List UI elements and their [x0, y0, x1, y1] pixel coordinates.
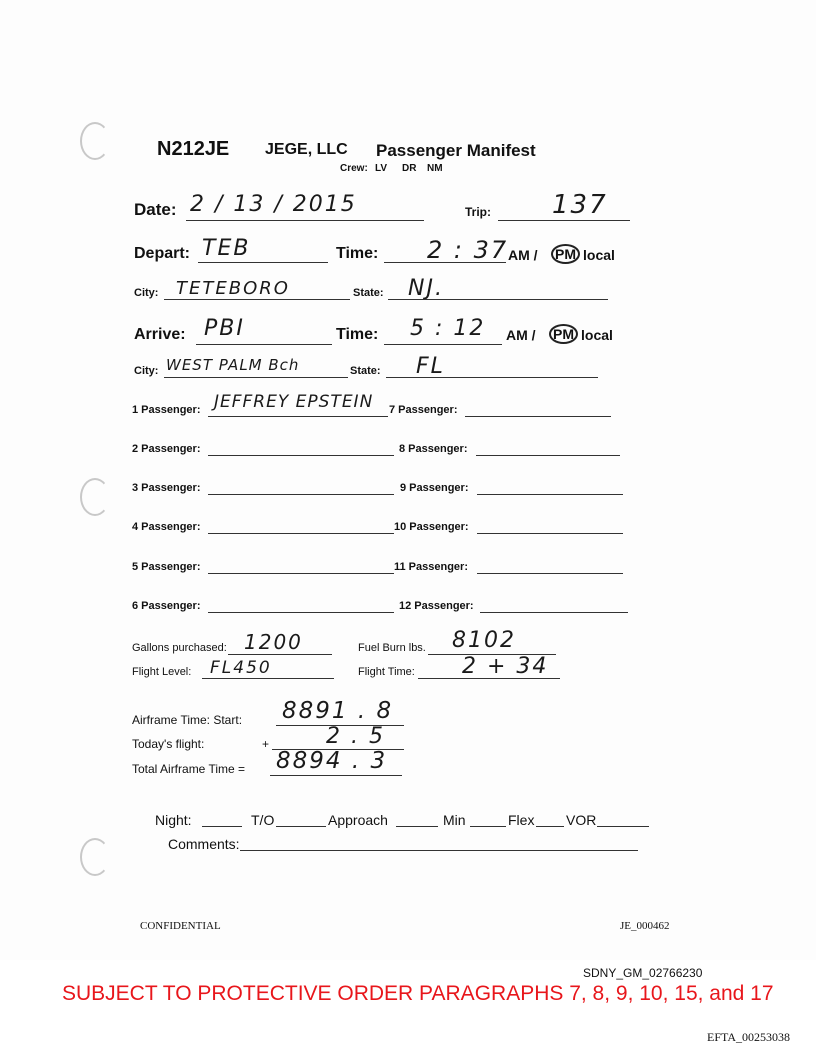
- bates-number: JE_000462: [620, 920, 670, 932]
- binder-hole-icon: [80, 478, 110, 516]
- gallons-label: Gallons purchased:: [132, 642, 227, 654]
- total-airframe-line: [270, 775, 402, 776]
- min-label: Min: [443, 812, 466, 828]
- flight-time-line: [418, 678, 560, 679]
- tail-number: N212JE: [157, 138, 230, 160]
- company-name: JEGE, LLC: [265, 141, 348, 158]
- approach-line: [396, 826, 438, 827]
- depart-time-label: Time:: [336, 245, 379, 262]
- flight-time-value: 2 + 34: [462, 654, 549, 679]
- passenger-label: 5 Passenger:: [132, 561, 201, 573]
- flight-time-label: Flight Time:: [358, 666, 415, 678]
- total-airframe-label: Total Airframe Time =: [132, 762, 246, 776]
- city-line: [164, 299, 350, 300]
- passenger-1-name: JEFFREY EPSTEIN: [214, 392, 374, 412]
- pm-circled: PM: [551, 244, 580, 264]
- local-label: local: [581, 327, 613, 343]
- crew-initial: LV: [375, 163, 388, 174]
- todays-flight-value: 2 . 5: [326, 724, 385, 749]
- passenger-label: 3 Passenger:: [132, 482, 201, 494]
- confidential-label: CONFIDENTIAL: [140, 920, 221, 932]
- passenger-label: 2 Passenger:: [132, 443, 201, 455]
- fuel-burn-value: 8102: [452, 628, 516, 653]
- pm-circled: PM: [549, 324, 578, 344]
- min-line: [470, 826, 506, 827]
- am-label: AM /: [508, 247, 538, 263]
- passenger-label: 12 Passenger:: [399, 600, 474, 612]
- passenger-label: 10 Passenger:: [394, 521, 469, 533]
- state-line: [386, 377, 598, 378]
- passenger-line: [477, 573, 623, 574]
- arrive-state: FL: [416, 354, 445, 379]
- todays-flight-label: Today's flight:: [132, 737, 205, 751]
- passenger-line: [208, 494, 394, 495]
- passenger-label: 9 Passenger:: [400, 482, 469, 494]
- am-label: AM /: [506, 327, 536, 343]
- state-line: [388, 299, 608, 300]
- depart-label: Depart:: [134, 245, 191, 262]
- arrive-line: [196, 344, 332, 345]
- passenger-line: [477, 533, 623, 534]
- total-airframe-value: 8894 . 3: [276, 748, 388, 774]
- flight-level-line: [202, 678, 334, 679]
- passenger-label: 7 Passenger:: [389, 404, 458, 416]
- efta-number: EFTA_00253038: [707, 1030, 791, 1044]
- depart-value: TEB: [202, 236, 251, 261]
- trip-value: 137: [552, 190, 608, 220]
- night-label: Night:: [155, 812, 192, 828]
- trip-label: Trip:: [465, 205, 491, 219]
- flight-level-label: Flight Level:: [132, 666, 192, 678]
- arrive-label: Arrive:: [134, 326, 186, 343]
- protective-order-notice: SUBJECT TO PROTECTIVE ORDER PARAGRAPHS 7, 8, 9, 10, 15, and 17: [62, 982, 774, 1005]
- local-label: local: [583, 247, 615, 263]
- airframe-start-label: Airframe Time: Start:: [132, 713, 243, 727]
- vor-label: VOR: [566, 812, 597, 828]
- flex-label: Flex: [508, 812, 535, 828]
- passenger-line: [208, 416, 388, 417]
- arrive-time: 5 : 12: [410, 316, 486, 341]
- date-label: Date:: [134, 200, 177, 219]
- arrive-value: PBI: [204, 316, 245, 341]
- approach-label: Approach: [328, 812, 388, 828]
- depart-time-line: [384, 262, 506, 263]
- depart-time: 2 : 37: [427, 236, 509, 264]
- date-line: [186, 220, 424, 221]
- airframe-start-value: 8891 . 8: [282, 698, 394, 724]
- crew-initial: DR: [402, 163, 417, 174]
- gallons-line: [228, 654, 332, 655]
- passenger-line: [208, 573, 394, 574]
- date-value: 2 / 13 / 2015: [190, 192, 357, 217]
- arrive-city: WEST PALM Bch: [166, 356, 300, 374]
- to-line: [276, 826, 326, 827]
- to-label: T/O: [251, 812, 275, 828]
- city-line: [164, 377, 348, 378]
- passenger-line: [208, 455, 394, 456]
- night-line: [202, 826, 242, 827]
- page-title: Passenger Manifest: [376, 141, 536, 160]
- passenger-label: 6 Passenger:: [132, 600, 201, 612]
- comments-label: Comments:: [168, 836, 240, 852]
- binder-hole-icon: [80, 838, 110, 876]
- plus-sign: +: [262, 737, 270, 751]
- arrive-time-line: [384, 344, 502, 345]
- passenger-label: 1 Passenger:: [132, 404, 201, 416]
- arrive-time-label: Time:: [336, 326, 379, 343]
- passenger-label: 8 Passenger:: [399, 443, 468, 455]
- passenger-line: [476, 455, 620, 456]
- comments-line: [240, 850, 638, 851]
- state-label: State:: [350, 365, 381, 377]
- passenger-line: [208, 612, 394, 613]
- state-label: State:: [353, 287, 384, 299]
- depart-line: [198, 262, 328, 263]
- passenger-label: 11 Passenger:: [394, 561, 468, 573]
- fuel-burn-label: Fuel Burn lbs.: [358, 642, 426, 654]
- passenger-line: [208, 533, 394, 534]
- sdny-number: SDNY_GM_02766230: [583, 966, 703, 980]
- crew-label: Crew:: [340, 163, 368, 174]
- flex-line: [536, 826, 564, 827]
- trip-line: [498, 220, 630, 221]
- crew-initial: NM: [427, 163, 443, 174]
- passenger-line: [477, 494, 623, 495]
- vor-line: [597, 826, 649, 827]
- flight-level-value: FL450: [210, 658, 272, 678]
- passenger-line: [465, 416, 611, 417]
- depart-state: NJ.: [408, 276, 444, 301]
- binder-hole-icon: [80, 122, 110, 160]
- passenger-line: [480, 612, 628, 613]
- depart-city: TETEBORO: [176, 278, 290, 299]
- city-label: City:: [134, 287, 159, 299]
- passenger-label: 4 Passenger:: [132, 521, 201, 533]
- gallons-value: 1200: [244, 630, 303, 654]
- city-label: City:: [134, 365, 159, 377]
